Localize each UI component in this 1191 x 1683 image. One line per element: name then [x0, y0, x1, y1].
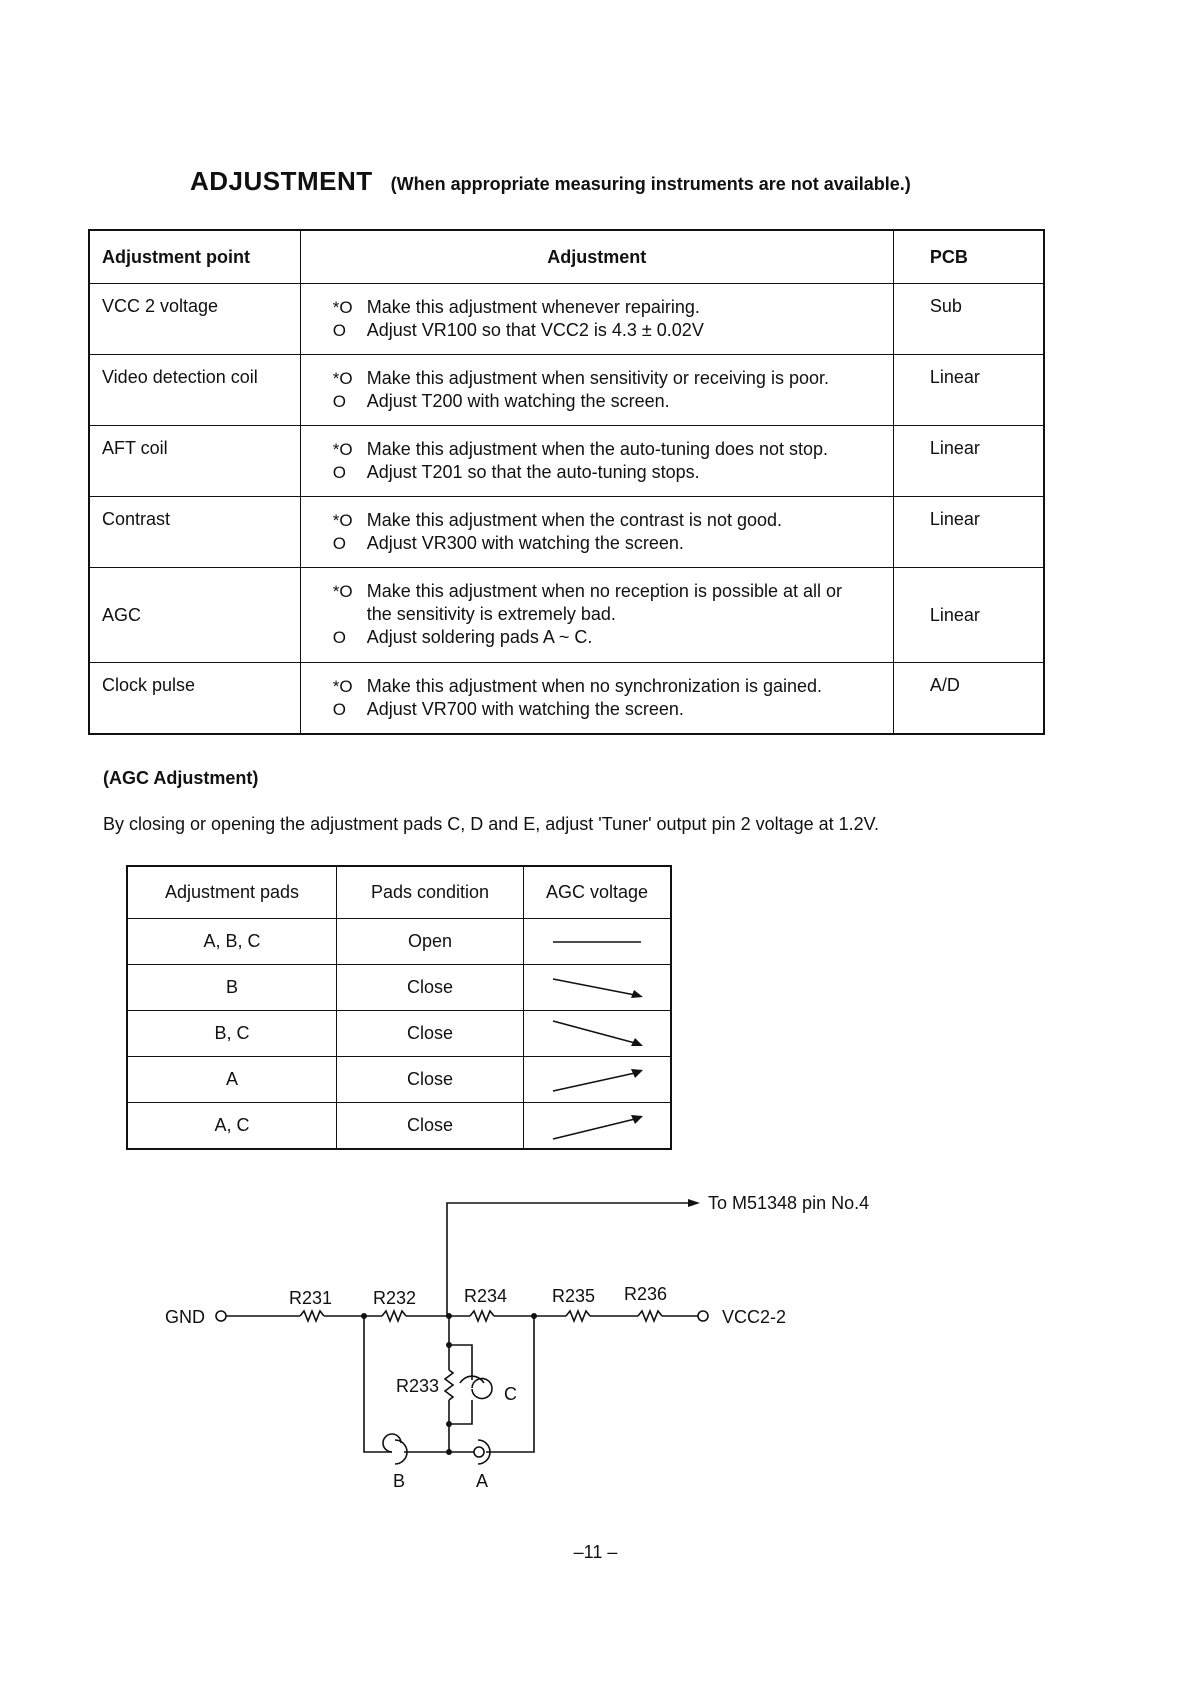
- adjustment-text: [300, 355, 893, 426]
- header-adjustment-point: Adjustment point: [89, 230, 300, 284]
- pad-a-label: A: [476, 1471, 489, 1491]
- table-row: [89, 568, 1044, 663]
- adjustment-point: Clock pulse: [89, 663, 300, 735]
- condition-cell: Close: [337, 1057, 524, 1103]
- vcc-label: VCC2-2: [722, 1307, 787, 1327]
- adjustment-text: [300, 497, 893, 568]
- bullet-mark: *O: [332, 677, 353, 696]
- pads-cell: B: [127, 965, 337, 1011]
- table-row: [89, 284, 1044, 355]
- adjustment-text: [300, 284, 893, 355]
- voltage-cell: [524, 919, 672, 965]
- bullet-mark: O: [332, 628, 346, 647]
- bullet-mark: *O: [332, 582, 353, 601]
- pad-b-label: B: [393, 1471, 406, 1491]
- page-number: –11 –: [573, 1542, 618, 1562]
- r235-label: R235: [552, 1286, 596, 1306]
- header-adjustment: Adjustment: [300, 230, 893, 284]
- table-row: [127, 919, 671, 965]
- voltage-cell: [524, 1103, 672, 1150]
- voltage-cell: [524, 1057, 672, 1103]
- instruction-line: Make this adjustment when no synchronization is gained.: [366, 676, 823, 696]
- pad-b-icon: [383, 1434, 401, 1452]
- r233-resistor-icon: [445, 1370, 453, 1400]
- bullet-mark: O: [332, 700, 346, 719]
- table-header-row: [127, 866, 671, 919]
- bullet-mark: O: [332, 463, 346, 482]
- instruction-line: Adjust VR700 with watching the screen.: [366, 699, 684, 719]
- arrow-up-large-icon: [547, 1109, 647, 1143]
- condition-cell: Close: [337, 1011, 524, 1057]
- adjustment-point: Video detection coil: [89, 355, 300, 426]
- adjustment-text: [300, 426, 893, 497]
- pcb-value: Linear: [893, 568, 1044, 663]
- table-header-row: [89, 230, 1044, 284]
- pads-cell: A: [127, 1057, 337, 1103]
- bullet-mark: O: [332, 534, 346, 553]
- flat-line-icon: [547, 932, 647, 952]
- agc-circuit-diagram: [0, 1180, 1191, 1500]
- instruction-line: Adjust T200 with watching the screen.: [366, 391, 670, 411]
- pads-cell: A, C: [127, 1103, 337, 1150]
- r234-resistor-icon: [470, 1311, 494, 1321]
- agc-heading: (AGC Adjustment): [103, 768, 259, 788]
- agc-pads-table: [126, 865, 672, 1150]
- to-m51348-label: To M51348 pin No.4: [708, 1193, 870, 1213]
- adjustment-text: [300, 663, 893, 735]
- r231-resistor-icon: [300, 1311, 324, 1321]
- pads-cell: A, B, C: [127, 919, 337, 965]
- table-row: [127, 965, 671, 1011]
- page-subtitle: (When appropriate measuring instruments are not available.): [390, 174, 911, 194]
- instruction-line: Adjust VR300 with watching the screen.: [366, 533, 684, 553]
- instruction-line: Make this adjustment when the contrast is not good.: [366, 510, 782, 530]
- adjustment-point: AGC: [89, 568, 300, 663]
- adjustment-point: VCC 2 voltage: [89, 284, 300, 355]
- r232-label: R232: [373, 1288, 417, 1308]
- bullet-mark: O: [332, 392, 346, 411]
- pcb-value: Linear: [893, 497, 1044, 568]
- gnd-label: GND: [165, 1307, 205, 1327]
- voltage-cell: [524, 965, 672, 1011]
- instruction-continuation: the sensitivity is extremely bad.: [366, 604, 616, 624]
- instruction-line: Make this adjustment when sensitivity or receiving is poor.: [366, 368, 829, 388]
- header-adjustment-pads: Adjustment pads: [127, 866, 337, 919]
- arrow-down-large-icon: [547, 1017, 647, 1051]
- adjustment-table: [88, 229, 1045, 735]
- arrow-right-icon: [688, 1199, 700, 1207]
- instruction-line: Adjust VR100 so that VCC2 is 4.3 ± 0.02V: [366, 320, 704, 340]
- adjustment-text: [300, 568, 893, 663]
- bullet-mark: *O: [332, 298, 353, 317]
- instruction-line: Make this adjustment when the auto-tuning does not stop.: [366, 439, 829, 459]
- table-row: [89, 497, 1044, 568]
- arrow-up-small-icon: [547, 1063, 647, 1097]
- pcb-value: Sub: [893, 284, 1044, 355]
- arrow-down-small-icon: [547, 973, 647, 1003]
- header-pcb: PCB: [893, 230, 1044, 284]
- adjustment-point: Contrast: [89, 497, 300, 568]
- instruction-line: Adjust T201 so that the auto-tuning stops.: [366, 462, 700, 482]
- bullet-mark: *O: [332, 369, 353, 388]
- pcb-value: Linear: [893, 426, 1044, 497]
- vcc-terminal-icon: [698, 1311, 708, 1321]
- voltage-cell: [524, 1011, 672, 1057]
- pcb-value: Linear: [893, 355, 1044, 426]
- r233-label: R233: [396, 1376, 440, 1396]
- r234-label: R234: [464, 1286, 508, 1306]
- bullet-mark: *O: [332, 440, 353, 459]
- table-row: [127, 1011, 671, 1057]
- r231-label: R231: [289, 1288, 333, 1308]
- r236-resistor-icon: [638, 1311, 662, 1321]
- bullet-mark: O: [332, 321, 346, 340]
- r232-resistor-icon: [382, 1311, 406, 1321]
- table-row: [89, 426, 1044, 497]
- adjustment-point: AFT coil: [89, 426, 300, 497]
- table-row: [127, 1057, 671, 1103]
- condition-cell: Close: [337, 1103, 524, 1150]
- table-row: [89, 663, 1044, 735]
- instruction-line: Adjust soldering pads A ~ C.: [366, 627, 593, 647]
- pad-c-label: C: [504, 1384, 517, 1404]
- header-agc-voltage: AGC voltage: [524, 866, 672, 919]
- page-header: [190, 166, 911, 197]
- instruction-line: Make this adjustment when no reception is possible at all or: [366, 581, 843, 601]
- r235-resistor-icon: [566, 1311, 590, 1321]
- agc-description: By closing or opening the adjustment pads C, D and E, adjust 'Tuner' output pin 2 voltage at 1.2V.: [103, 814, 880, 834]
- page-title: ADJUSTMENT: [190, 166, 373, 196]
- condition-cell: Open: [337, 919, 524, 965]
- condition-cell: Close: [337, 965, 524, 1011]
- pads-cell: B, C: [127, 1011, 337, 1057]
- table-row: [127, 1103, 671, 1150]
- bullet-mark: *O: [332, 511, 353, 530]
- instruction-line: Make this adjustment whenever repairing.: [366, 297, 700, 317]
- r236-label: R236: [624, 1284, 668, 1304]
- table-row: [89, 355, 1044, 426]
- gnd-terminal-icon: [216, 1311, 226, 1321]
- header-pads-condition: Pads condition: [337, 866, 524, 919]
- pcb-value: A/D: [893, 663, 1044, 735]
